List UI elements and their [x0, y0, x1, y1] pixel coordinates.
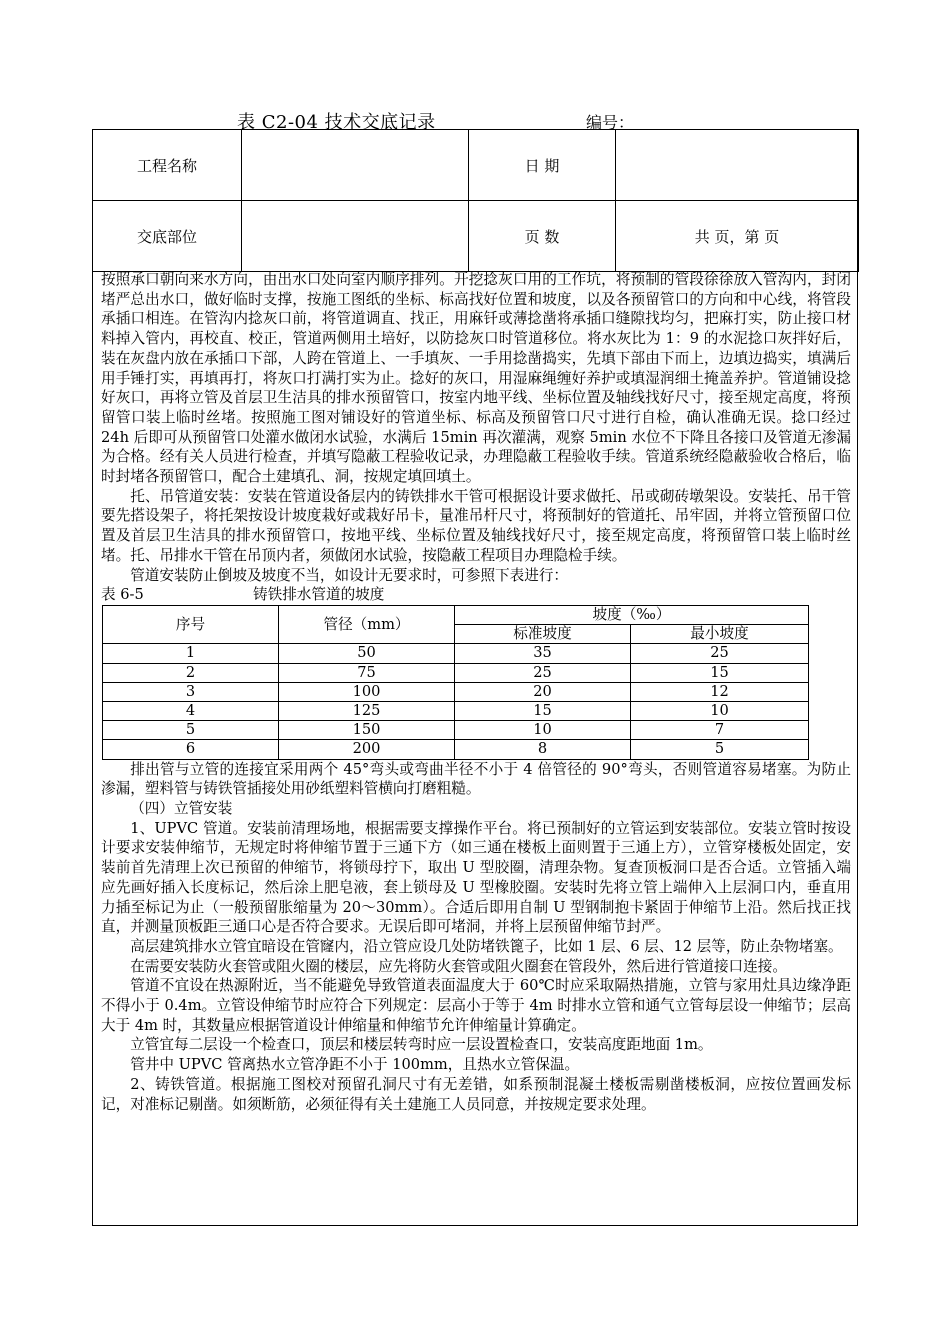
paragraph-8: 在需要安装防火套管或阻火圈的楼层，应先将防火套管或阻火圈套在管段外，然后进行管道接口连接。 [130, 957, 787, 975]
table-cell: 1 [103, 644, 279, 663]
table-cell: 12 [631, 682, 809, 701]
slope-table-header [103, 605, 809, 624]
table-cell: 5 [631, 740, 809, 759]
table-row [103, 682, 809, 701]
project-name-field[interactable] [242, 130, 469, 201]
paragraph-3: 管道安装防止倒坡及坡度不当，如设计无要求时，可参照下表进行： [130, 566, 569, 584]
document-title: 表 C2-04 技术交底记录 [237, 112, 436, 133]
table-cell: 4 [103, 701, 279, 720]
table-cell: 10 [631, 701, 809, 720]
location-label: 交底部位 [93, 201, 242, 272]
table-cell: 50 [279, 644, 455, 663]
table-cell: 25 [455, 663, 631, 682]
table-cell: 15 [455, 701, 631, 720]
info-row-project [93, 130, 859, 201]
paragraph-1: 按照承口朝向来水方向，由出水口处向室内顺序排列。开挖捻灰口用的工作坑，将预制的管段徐徐放入管沟内，封闭堵严总出水口，做好临时支撑，按施工图纸的坐标、标高找好位置和坡度，以及各预留管口的方向和中心线，将管段承插口相连。在管沟内捻灰口前，将管道调直、找正，用麻钎或薄捻凿将承插口缝隙找均匀，把麻打实，防止接口材料掉入管内，再校直、校正，管道两侧用土培好，以防捻灰口时管道移位。将水灰比为 1：9 的水泥捻口灰拌好后，装在灰盘内放在承插口下部，人跨在管道上、一手填灰、一手用捻凿捣实，先填下部由下而上，边填边捣实，填满后用手锤打实，再填再打，将灰口打满打实为止。捻好的灰口，用湿麻绳缠好养护或填湿润细土掩盖养护。管道铺设捻好灰口，再将立管及首层卫生洁具的排水预留管口，按室内地平线、坐标位置及轴线找好尺寸，接至规定高度，将预留管口装上临时丝堵。按照施工图对铺设好的管道坐标、标高及预留管口尺寸进行自检，确认准确无误。捻口经过 24h 后即可从预留管口处灌水做闭水试验，水满后 15min 再次灌满，观察 5min 水位不下降且各接口及管道无渗漏为合格。经有关人员进行检查，并填写隐蔽工程验收记录，办理隐蔽工程验收手续。管道系统经隐蔽验收合格后，临时封堵各预留管口，配合土建填孔、洞，按规定填回填土。 [101, 271, 851, 486]
table-cell: 20 [455, 682, 631, 701]
col-header-no: 序号 [103, 605, 279, 643]
project-name-label: 工程名称 [93, 130, 242, 201]
table-row [103, 701, 809, 720]
paragraph-12: 2、铸铁管道。根据施工图校对预留孔洞尺寸有无差错，如系预制混凝土楼板需剔凿楼板洞，应按位置画发标记，对准标记剔凿。如须断筋，必须征得有关土建施工人员同意，并按规定要求处理。 [101, 1075, 851, 1113]
info-row-location [93, 201, 859, 272]
table-cell: 7 [631, 721, 809, 740]
table-cell: 75 [279, 663, 455, 682]
table-cell: 15 [631, 663, 809, 682]
table-cell: 35 [455, 644, 631, 663]
document-number-label: 编号： [586, 113, 635, 132]
paragraph-2: 托、吊管道安装：安装在管道设备层内的铸铁排水干管可根据设计要求做托、吊或砌砖墩架设。安装托、吊干管要先搭设架子，将托架按设计坡度栽好或栽好吊卡，量准吊杆尺寸，将预制好的管道托、吊牢固，并将立管预留口位置及首层卫生洁具的排水预留管口，按地平线、坐标位置及轴线找好尺寸，接至规定高度，将预留管口装上临时丝堵。托、吊排水干管在吊顶内者，须做闭水试验，按隐蔽工程项目办理隐检手续。 [101, 487, 851, 564]
location-field[interactable] [242, 201, 469, 272]
paragraph-10: 立管宜每二层设一个检查口，顶层和楼层转弯时应一层设置检查口，安装高度距地面 1m。 [130, 1036, 713, 1054]
paragraph-7: 高层建筑排水立管宜暗设在管窿内，沿立管应设几处防堵铁篦子，比如 1 层、6 层、12 层等，防止杂物堵塞。 [130, 937, 843, 955]
col-header-standard: 标准坡度 [455, 625, 631, 644]
slope-table [102, 605, 809, 760]
table-title: 铸铁排水管道的坡度 [253, 586, 385, 604]
table-cell: 125 [279, 701, 455, 720]
pages-field[interactable]: 共 页，第 页 [616, 201, 859, 272]
paragraph-6: 1、UPVC 管道。安装前清理场地，根据需要支撑操作平台。将已预制好的立管运到安装部位。安装立管时按设计要求安装伸缩节，无规定时将伸缩节置于三通下方（如三通在楼板上面则置于三通上方），立管穿楼板处固定，安装前首先清理上次已预留的伸缩节，将锁母拧下，取出 U 型胶圈，清理杂物。复查顶板洞口是否合适。立管插入端应先画好插入长度标记，然后涂上肥皂液，套上锁母及 U 型橡胶圈。安装时先将立管上端伸入上层洞口内，垂直用力插至标记为止（一般预留胀缩量为 20～30mm）。合适后即用自制 U 型钢制抱卡紧固于伸缩节上沿。然后找正找直，并测量顶板距三通口心是否符合要求。无误后即可堵洞，并将上层预留伸缩节封严。 [101, 819, 851, 936]
col-header-diameter: 管径（mm） [279, 605, 455, 643]
section-heading: （四）立管安装 [130, 799, 233, 817]
table-cell: 5 [103, 721, 279, 740]
date-label: 日 期 [469, 130, 616, 201]
table-row [103, 740, 809, 759]
date-field[interactable] [616, 130, 859, 201]
col-header-slope: 坡度（‰） [455, 605, 809, 624]
content-body [101, 270, 851, 1114]
table-cell: 150 [279, 721, 455, 740]
paragraph-9: 管道不宜设在热源附近，当不能避免导致管道表面温度大于 60℃时应采取隔热措施，立管与家用灶具边缘净距不得小于 0.4m。立管设伸缩节时应符合下列规定：层高小于等于 4m 时排水立管和通气立管每层设一伸缩节；层高大于 4m 时，其数量应根据管道设计伸缩量和伸缩节允许伸缩量计算确定。 [101, 977, 851, 1034]
table-row [103, 721, 809, 740]
table-cell: 8 [455, 740, 631, 759]
table-cell: 6 [103, 740, 279, 759]
info-table [92, 129, 859, 272]
table-caption [101, 585, 851, 605]
table-row [103, 644, 809, 663]
table-number: 表 6-5 [101, 586, 144, 604]
table-cell: 2 [103, 663, 279, 682]
table-row [103, 663, 809, 682]
paragraph-4: 排出管与立管的连接宜采用两个 45°弯头或弯曲半径不小于 4 倍管径的 90°弯头，否则管道容易堵塞。为防止渗漏，塑料管与铸铁管插接处用砂纸塑料管横向打磨粗糙。 [101, 760, 851, 798]
pages-label: 页 数 [469, 201, 616, 272]
table-cell: 10 [455, 721, 631, 740]
table-cell: 200 [279, 740, 455, 759]
paragraph-11: 管井中 UPVC 管离热水立管净距不小于 100mm，且热水立管保温。 [130, 1056, 580, 1074]
table-cell: 100 [279, 682, 455, 701]
table-cell: 3 [103, 682, 279, 701]
table-cell: 25 [631, 644, 809, 663]
col-header-minimum: 最小坡度 [631, 625, 809, 644]
